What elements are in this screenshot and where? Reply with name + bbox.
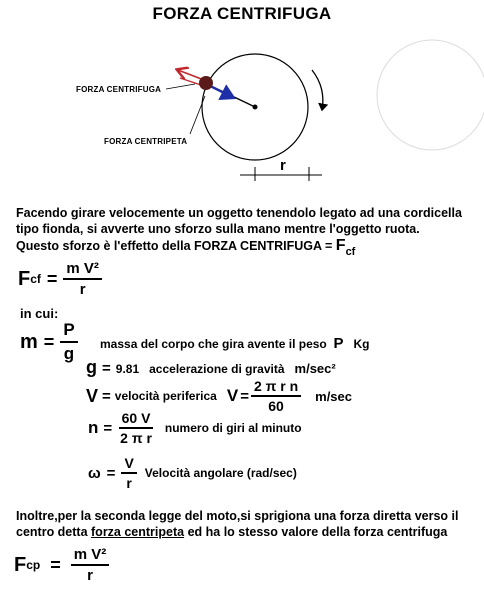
intro-line-1: Facendo girare velocemente un oggetto tenendolo legato ad una cordicella — [16, 206, 462, 220]
formula-fcp: F cp = $\frac{\text{m V²}}{r}$ — [14, 546, 109, 584]
formula-g: g = 9.81 accelerazione di gravità m/sec² — [86, 357, 336, 377]
outro-line-1: Inoltre,per la seconda legge del moto,si sprigiona una forza diretta verso il — [16, 509, 459, 523]
intro-line-2: tipo fionda, si avverte uno sforzo sulla mano mentre l'oggetto ruota. — [16, 222, 420, 236]
page-title: FORZA CENTRIFUGA — [152, 4, 332, 23]
label-forza-centrifuga: FORZA CENTRIFUGA — [76, 85, 162, 94]
m-description: massa del corpo che gira avente il peso P Kg — [100, 335, 370, 352]
rotation-arrow — [312, 70, 323, 110]
label-forza-centripeta: FORZA CENTRIPETA — [104, 137, 188, 146]
formula-m: m = $\frac{P}{g}$ — [20, 320, 78, 364]
faint-orbit-circle — [377, 40, 484, 150]
centrifugal-diagram — [0, 0, 484, 200]
in-cui-label: in cui: — [20, 306, 59, 321]
formula-v: V = velocità periferica V = $\frac{\text{2 π r n}}{60}$ m/sec — [86, 378, 353, 414]
formula-n: n = $\frac{60 V}{\text{2 π r}}$ numero di giri al minuto — [88, 410, 302, 446]
leader-centrifuga — [166, 84, 195, 89]
formula-omega: ω = $\frac{V}{r}$ Velocità angolare (rad/sec) — [88, 455, 297, 491]
intro-line-3: Questo sforzo è l'effetto della FORZA CENTRIFUGA = Fcf — [16, 237, 356, 258]
radius-label: r — [280, 157, 286, 174]
center-point — [253, 105, 258, 110]
formula-fcf: F cf = $\frac{\text{m V²}}{r}$ — [18, 260, 102, 298]
rotating-mass — [199, 76, 213, 90]
centripetal-arrow — [208, 85, 234, 98]
outro-line-2: centro detta forza centripeta ed ha lo stesso valore della forza centrifuga — [16, 525, 448, 539]
